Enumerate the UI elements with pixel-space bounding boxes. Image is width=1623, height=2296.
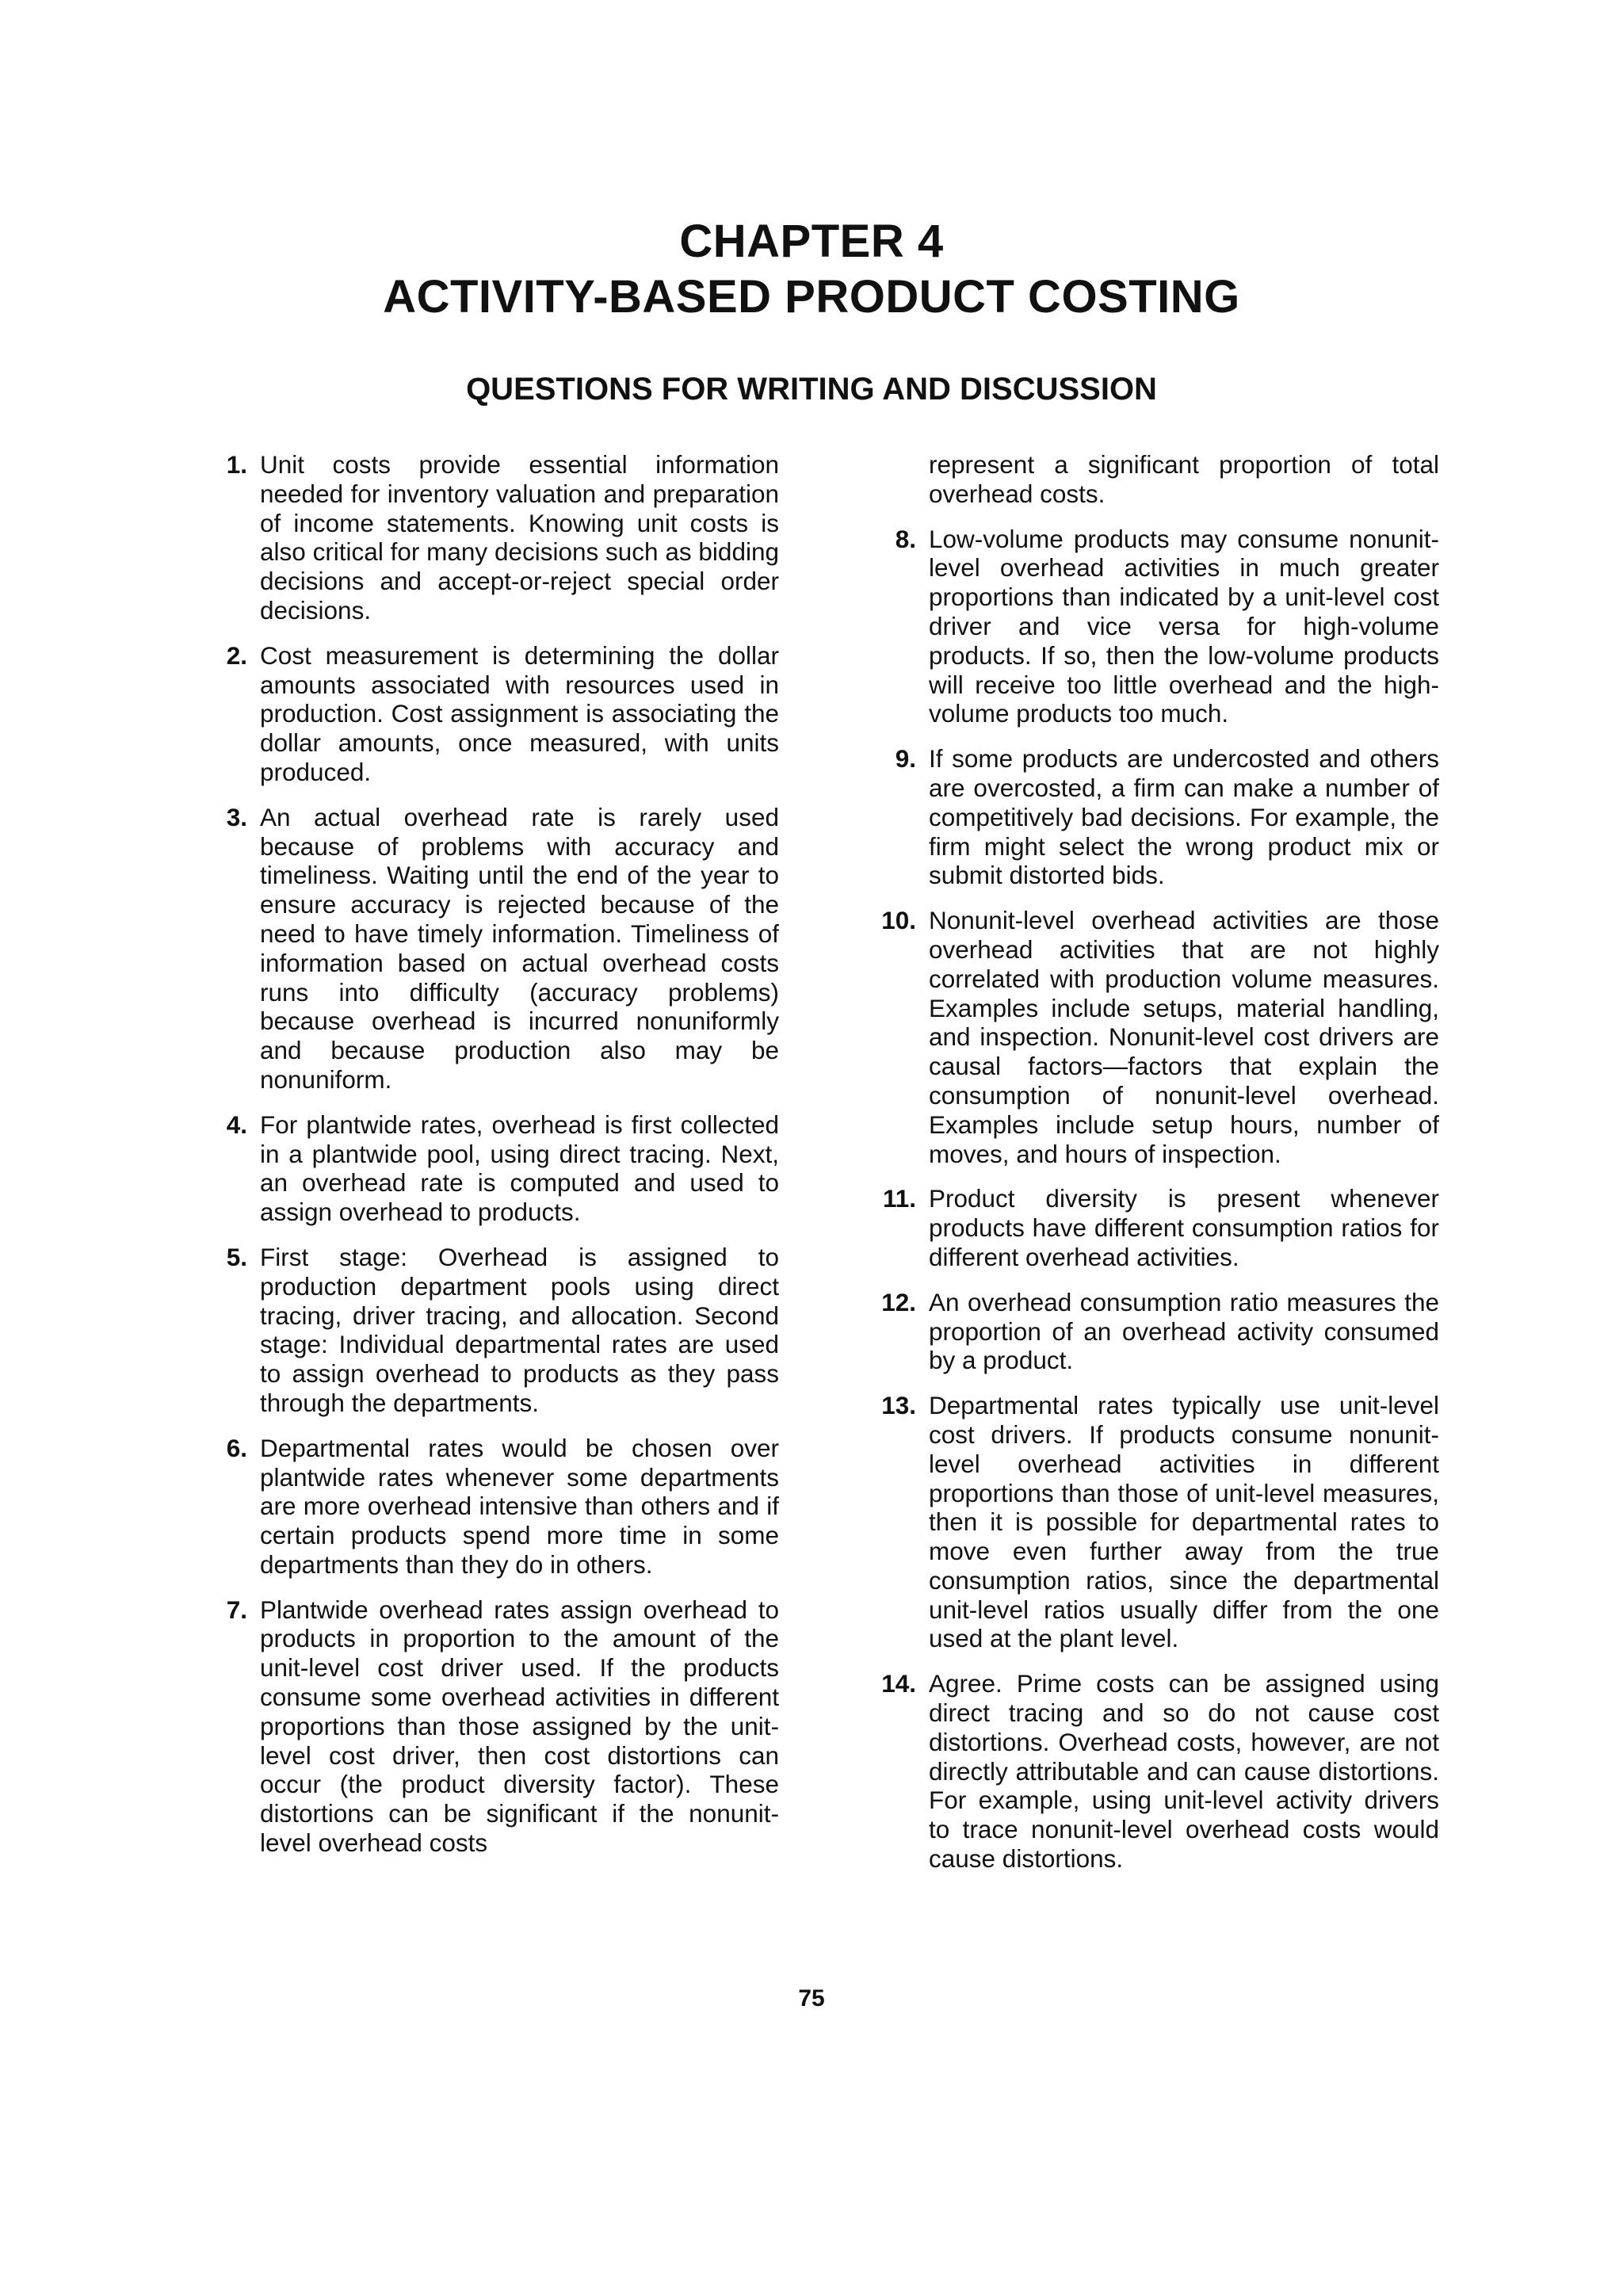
question-answer: Unit costs provide essential information needed for inventory valuation and preparation of income statements. Knowing unit costs is also critical for many decisions such as bidding decisions and accept-or-reject special order decisions. <box>260 450 779 625</box>
question-number: 4. <box>226 1110 247 1139</box>
question-item <box>212 803 779 1095</box>
question-answer: If some products are undercosted and others are overcosted, a firm can make a number of competitively bad decisions. For example, the firm might select the wrong product mix or submit distorted bids. <box>929 744 1439 890</box>
question-number: 9. <box>895 744 916 774</box>
question-item <box>856 1391 1439 1653</box>
question-number: 10. <box>881 906 916 935</box>
chapter-label: CHAPTER 4 <box>679 216 944 267</box>
question-answer: Departmental rates would be chosen over plantwide rates whenever some departments are more overhead intensive than others and if certain products spend more time in some departments than they do in others. <box>260 1433 779 1579</box>
question-answer: First stage: Overhead is assigned to production department pools using direct tracing, driver tracing, and allocation. Second stage: Individual departmental rates are used to assign overhead to products as they pass through the departments. <box>260 1242 779 1417</box>
question-number: 5. <box>226 1242 247 1271</box>
question-number: 6. <box>226 1433 247 1462</box>
question-number: 8. <box>895 524 916 553</box>
question-item <box>212 1595 779 1858</box>
question-number: 12. <box>881 1287 916 1316</box>
question-item <box>212 641 779 787</box>
right-column <box>856 450 1439 1889</box>
chapter-title: ACTIVITY-BASED PRODUCT COSTING <box>383 271 1240 323</box>
question-answer: Low-volume products may consume nonunit-level overhead activities in much greater proportions than indicated by a unit-level cost driver and vice versa for high-volume products. If so, then the low-volume products will receive too little overhead and the high-volume products too much. <box>929 524 1439 728</box>
question-number: 13. <box>881 1391 916 1420</box>
question-item <box>856 744 1439 890</box>
question-number: 3. <box>226 802 247 831</box>
question-number: 11. <box>882 1184 916 1213</box>
question-answer: An actual overhead rate is rarely used because of problems with accuracy and timeliness. Waiting until the end of the year to ensure accuracy is rejected because of the need to have timely information. Timeliness of information based on actual overhead costs runs into difficulty (accuracy problems) because overhead is incurred nonuniformly and because production also may be nonuniform. <box>260 802 779 1094</box>
question-item <box>212 1434 779 1580</box>
chapter-heading <box>0 214 1623 325</box>
question-answer: Cost measurement is determining the dollar amounts associated with resources used in production. Cost assignment is associating the dollar amounts, once measured, with units produced. <box>260 640 779 786</box>
page-number: 75 <box>798 1985 825 2011</box>
question-answer: Plantwide overhead rates assign overhead to products in proportion to the amount of the unit-level cost driver used. If the products consume some overhead activities in different proportions than those assigned by the unit-level cost driver, then cost distortions can occur (the product diversity factor). These distortions can be significant if the nonunit-level overhead costs <box>260 1595 779 1858</box>
question-answer: Agree. Prime costs can be assigned using direct tracing and so do not cause cost distortions. Overhead costs, however, are not directly attributable and can cause distortions. For example, using unit-level activity drivers to trace nonunit-level overhead costs would cause distortions. <box>929 1669 1439 1874</box>
question-number: 2. <box>226 640 247 670</box>
question-item <box>856 525 1439 729</box>
question-item <box>212 1243 779 1418</box>
question-item <box>856 1184 1439 1271</box>
question-answer: Nonunit-level overhead activities are those overhead activities that are not highly correlated with production volume measures. Examples include setups, material handling, and inspection. Nonunit-level cost drivers are causal factors—factors that explain the consumption of nonunit-level overhead. Examples include setup hours, number of moves, and hours of inspection. <box>929 906 1439 1168</box>
left-column <box>212 450 779 1874</box>
question-answer: Product diversity is present whenever products have different consumption ratios for different overhead activities. <box>929 1184 1439 1271</box>
section-title: QUESTIONS FOR WRITING AND DISCUSSION <box>466 372 1157 407</box>
question-item <box>856 906 1439 1168</box>
question-answer: For plantwide rates, overhead is first collected in a plantwide pool, using direct tracing. Next, an overhead rate is computed and used to assign overhead to products. <box>260 1110 779 1227</box>
question-7-continuation: represent a significant proportion of total overhead costs. <box>929 450 1439 508</box>
question-number: 7. <box>226 1595 247 1624</box>
question-number: 1. <box>226 450 247 479</box>
question-number: 14. <box>881 1669 916 1698</box>
question-answer: An overhead consumption ratio measures the proportion of an overhead activity consumed by a product. <box>929 1287 1439 1375</box>
question-item <box>856 1288 1439 1375</box>
question-answer: Departmental rates typically use unit-level cost drivers. If products consume nonunit-level overhead activities in different proportions than those of unit-level measures, then it is possible for departmental rates to move even further away from the true consumption ratios, since the departmental unit-level ratios usually differ from the one used at the plant level. <box>929 1391 1439 1653</box>
question-item <box>212 1110 779 1227</box>
question-item <box>856 1669 1439 1874</box>
question-item <box>212 450 779 625</box>
